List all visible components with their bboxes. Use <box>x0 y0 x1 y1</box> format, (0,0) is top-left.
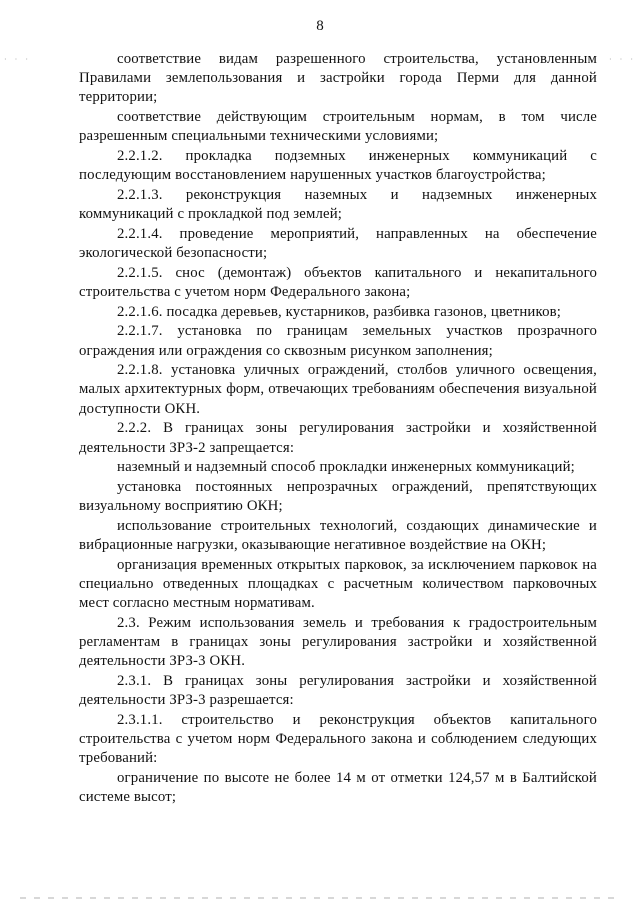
paragraph: 2.2.1.3. реконструкция наземных и надземных инженерных коммуникаций с прокладкой под землей; <box>79 186 597 223</box>
scan-artifact: · · · <box>4 55 31 64</box>
page-number: 8 <box>316 18 324 34</box>
paragraph: 2.2.1.7. установка по границам земельных участков прозрачного ограждения или ограждения со сквозным рисунком заполнения; <box>79 323 597 359</box>
paragraph: соответствие действующим строительным нормам, в том числе разрешенным специальными техническими условиями; <box>79 109 597 145</box>
paragraph: 2.2.1.5. снос (демонтаж) объектов капитального и некапитального строительства с учетом норм Федерального закона; <box>79 264 597 300</box>
paragraph: 2.2.1.6. посадка деревьев, кустарников, разбивка газонов, цветников; <box>117 303 562 320</box>
paragraph: соответствие видам разрешенного строительства, установленным Правилами землепользования и застройки города Перми для данной территории; <box>79 51 597 106</box>
paragraph: 2.2.1.4. проведение мероприятий, направленных на обеспечение экологической безопасности; <box>79 225 597 262</box>
paragraph: использование строительных технологий, создающих динамические и вибрационные нагрузки, оказывающие негативное воздействие на ОКН; <box>79 517 597 554</box>
paragraph: 2.3.1.1. строительство и реконструкция объектов капитального строительства с учетом норм Федерального закона и соблюдением следующих требований: <box>79 711 597 767</box>
paragraph: 2.3.1. В границах зоны регулирования застройки и хозяйственной деятельности ЗРЗ-3 разрешается: <box>79 673 597 709</box>
paragraph: ограничение по высоте не более 14 м от отметки 124,57 м в Балтийской системе высот; <box>79 770 597 806</box>
paragraph: 2.2.1.2. прокладка подземных инженерных коммуникаций с последующим восстановлением нарушенных участков благоустройства; <box>79 148 597 184</box>
document-body <box>79 50 597 808</box>
paragraph: 2.3. Режим использования земель и требования к градостроительным регламентам в границах зоны регулирования застройки и хозяйственной деятельности ЗРЗ-3 ОКН. <box>79 614 597 670</box>
paragraph: установка постоянных непрозрачных ограждений, препятствующих визуальному восприятию ОКН; <box>79 478 597 515</box>
paragraph: 2.2.2. В границах зоны регулирования застройки и хозяйственной деятельности ЗРЗ-2 запрещается: <box>79 420 597 456</box>
scan-artifact <box>20 897 620 899</box>
paragraph: 2.2.1.8. установка уличных ограждений, столбов уличного освещения, малых архитектурных форм, отвечающих требованиям обеспечения визуальной доступности ОКН. <box>79 362 597 417</box>
paragraph: наземный и надземный способ прокладки инженерных коммуникаций; <box>117 459 575 476</box>
scan-artifact: · · · <box>609 55 636 64</box>
paragraph: организация временных открытых парковок, за исключением парковок на специально отведенных площадках с расчетным количеством парковочных мест согласно местным нормативам. <box>79 556 597 612</box>
